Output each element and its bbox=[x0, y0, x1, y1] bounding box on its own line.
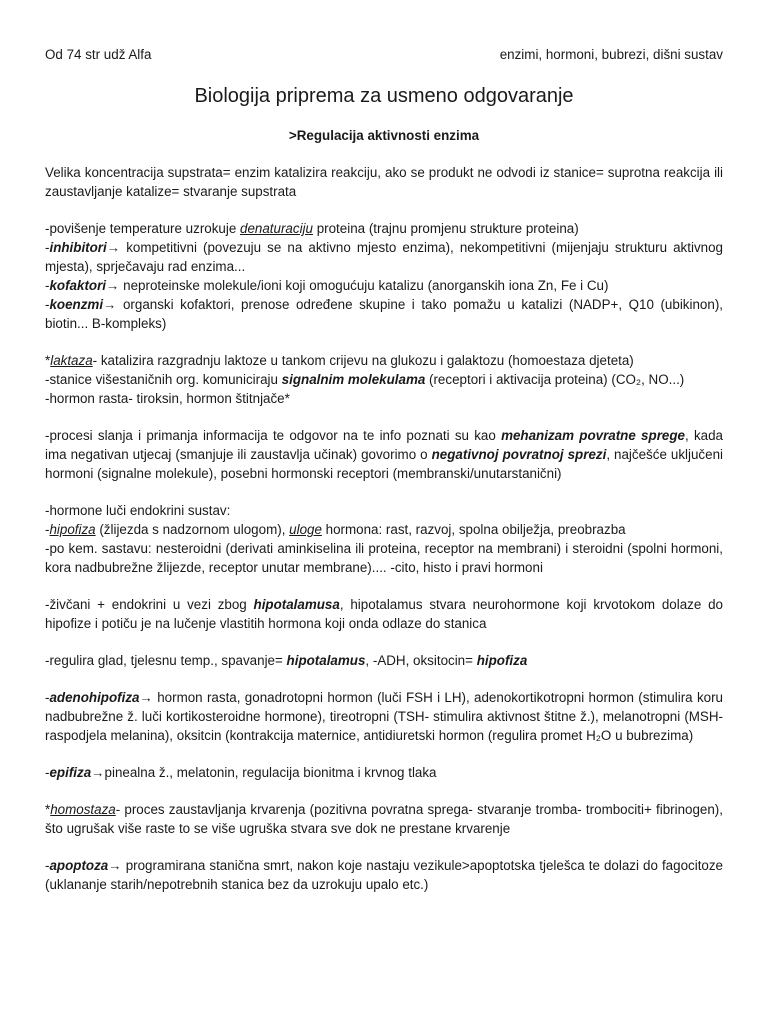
arrow-icon: → bbox=[106, 240, 121, 255]
term-adenohipofiza: adenohipofiza bbox=[49, 690, 140, 705]
text: -živčani + endokrini u vezi zbog bbox=[45, 597, 254, 612]
line-temperature bbox=[45, 219, 723, 238]
term-hipotalamus: hipotalamusa bbox=[253, 597, 340, 612]
term-negativna-sprega: negativnoj povratnoj sprezi bbox=[431, 447, 607, 462]
document-page bbox=[45, 45, 723, 894]
text: -stanice višestaničnih org. komuniciraju bbox=[45, 372, 282, 387]
term-inhibitori: inhibitori bbox=[49, 240, 107, 255]
text: - bbox=[45, 240, 50, 255]
arrow-icon: → bbox=[91, 765, 105, 780]
text: , hipotalamus stvara neurohormone koji krvotokom dolaze do hipofize i potiču je na lučenje vlastitih hormona koji onda odlaze do stanica bbox=[45, 597, 723, 631]
paragraph-hipotalamus bbox=[45, 595, 723, 633]
term-hipotalamus: hipotalamus bbox=[286, 653, 366, 668]
text: programirana stanična smrt, nakon koje nastaju vezikule>apoptotska tjelešca te dolazi do fagocitoze (uklananje starih/nepotrebnih stanica bez da uzrokuju upalo etc.) bbox=[45, 858, 723, 892]
line-endokrini: -hormone luči endokrini sustav: bbox=[45, 503, 231, 518]
line-laktaza bbox=[45, 351, 723, 370]
text: * bbox=[45, 353, 51, 368]
text: (receptori i aktivacija proteina) (CO₂, NO...) bbox=[425, 372, 685, 387]
text: organski kofaktori, prenose određene skupine i tako pomažu u katalizi (NADP+, Q10 (ubikinon), biotin... B-kompleks) bbox=[45, 297, 723, 331]
text: kompetitivni (povezuju se na aktivno mjesto enzima), nekompetitivni (mijenjaju strukturu aktivnog mjesta), sprječavaju rad enzima... bbox=[45, 240, 723, 274]
line-signalne-molekule bbox=[45, 370, 723, 389]
text: -regulira glad, tjelesnu temp., spavanje= bbox=[45, 653, 287, 668]
paragraph-laktaza bbox=[45, 351, 723, 408]
term-epifiza: epifiza bbox=[49, 765, 92, 780]
text: neproteinske molekule/ioni koji omogućuju katalizu (anorganskih iona Zn, Fe i Cu) bbox=[119, 278, 609, 293]
arrow-icon: → bbox=[139, 690, 153, 705]
term-kofaktori: kofaktori bbox=[49, 278, 107, 293]
term-koenzmi: koenzmi bbox=[49, 297, 104, 312]
page-header bbox=[45, 45, 723, 64]
paragraph-adenohipofiza bbox=[45, 688, 723, 745]
paragraph-enzyme-factors bbox=[45, 219, 723, 333]
text: - proces zaustavljanja krvarenja (pozitivna povratna sprega- stvaranje tromba- trombociti+ fibrinogen), što ugrušak više raste to se više ugruška stvara sve dok ne prestane krvarenje bbox=[45, 802, 723, 836]
section-heading: >Regulacija aktivnosti enzima bbox=[288, 128, 480, 143]
paragraph-homostaza bbox=[45, 800, 723, 838]
line-koenzimi bbox=[45, 295, 723, 333]
text: proteina (trajnu promjenu strukture proteina) bbox=[312, 221, 579, 236]
text: (žlijezda s nadzornom ulogom), bbox=[95, 522, 290, 537]
header-left: Od 74 str udž Alfa bbox=[45, 47, 152, 62]
arrow-icon: → bbox=[103, 297, 117, 312]
paragraph-regulacija bbox=[45, 651, 723, 670]
line-hormon-rasta: -hormon rasta- tiroksin, hormon štitnjače* bbox=[45, 391, 290, 406]
text: * bbox=[45, 802, 51, 817]
paragraph-endokrini bbox=[45, 501, 723, 577]
text: -povišenje temperature uzrokuje bbox=[45, 221, 241, 236]
text: -procesi slanja i primanja informacija te odgovor na te info poznati su kao bbox=[45, 428, 502, 443]
arrow-icon: → bbox=[108, 858, 122, 873]
term-hipofiza: hipofiza bbox=[476, 653, 528, 668]
document-title: Biologija priprema za usmeno odgovaranje bbox=[194, 85, 574, 107]
text: - bbox=[45, 278, 50, 293]
paragraph-povratna-sprega bbox=[45, 426, 723, 483]
header-right: enzimi, hormoni, bubrezi, dišni sustav bbox=[499, 47, 723, 62]
text: , -ADH, oksitocin= bbox=[365, 653, 477, 668]
text: - bbox=[45, 858, 50, 873]
term-signalne-molekule: signalnim molekulama bbox=[281, 372, 426, 387]
text: - katalizira razgradnju laktoze u tankom crijevu na glukozu i galaktozu (homoestaza djeteta) bbox=[92, 353, 634, 368]
term-apoptoza: apoptoza bbox=[49, 858, 109, 873]
line-hipofiza bbox=[45, 520, 723, 539]
text: - bbox=[45, 765, 50, 780]
text: , najčešće uključeni hormoni (signalne molekule), posebni hormonski receptori (membranski/unutarstanični) bbox=[45, 447, 724, 481]
paragraph-epifiza bbox=[45, 763, 723, 782]
text: - bbox=[45, 690, 50, 705]
text: pinealna ž., melatonin, regulacija bionitma i krvnog tlaka bbox=[104, 765, 437, 780]
text: hormona: rast, razvoj, spolna obilježja, preobrazba bbox=[321, 522, 626, 537]
paragraph-apoptoza bbox=[45, 856, 723, 894]
term-mehanizam: mehanizam povratne sprege bbox=[501, 428, 685, 443]
line-kem-sastav: -po kem. sastavu: nesteroidni (derivati aminkiselina ili proteina, receptor na membrani) i steroidni (spolni hormoni, kora nadbubrežne žlijezde, receptor unutar membrane).... -cito, histo i pravi hormoni bbox=[45, 541, 723, 575]
line-kofaktori bbox=[45, 276, 723, 295]
term-denaturacija: denaturaciju bbox=[240, 221, 313, 236]
term-laktaza: laktaza bbox=[50, 353, 93, 368]
arrow-icon: → bbox=[106, 278, 120, 293]
text: hormon rasta, gonadrotopni hormon (luči FSH i LH), adenokortikotropni hormon (stimulira koru nadbubrežne ž. luči kortikosteroidne hormone), tireotropni (TSH- stimulira aktivnost štitne ž.), melanotropni (MSH- raspodjela melanina), oksitcin (kontrakcija maternice, antidiuretski hormon (regulira promet H₂O u bubrezima) bbox=[45, 690, 723, 743]
text: - bbox=[45, 522, 50, 537]
text: , kada ima negativan utjecaj (smanjuje ili zaustavlja učinak) govorimo o bbox=[45, 428, 723, 462]
text: - bbox=[45, 297, 50, 312]
paragraph-substrate: Velika koncentracija supstrata= enzim katalizira reakciju, ako se produkt ne odvodi iz stanice= suprotna reakcija ili zaustavljanje katalize= stvaranje supstrata bbox=[45, 165, 723, 199]
term-uloge: uloge bbox=[289, 522, 322, 537]
line-inhibitori bbox=[45, 238, 723, 276]
term-homostaza: homostaza bbox=[50, 802, 116, 817]
term-hipofiza: hipofiza bbox=[49, 522, 96, 537]
